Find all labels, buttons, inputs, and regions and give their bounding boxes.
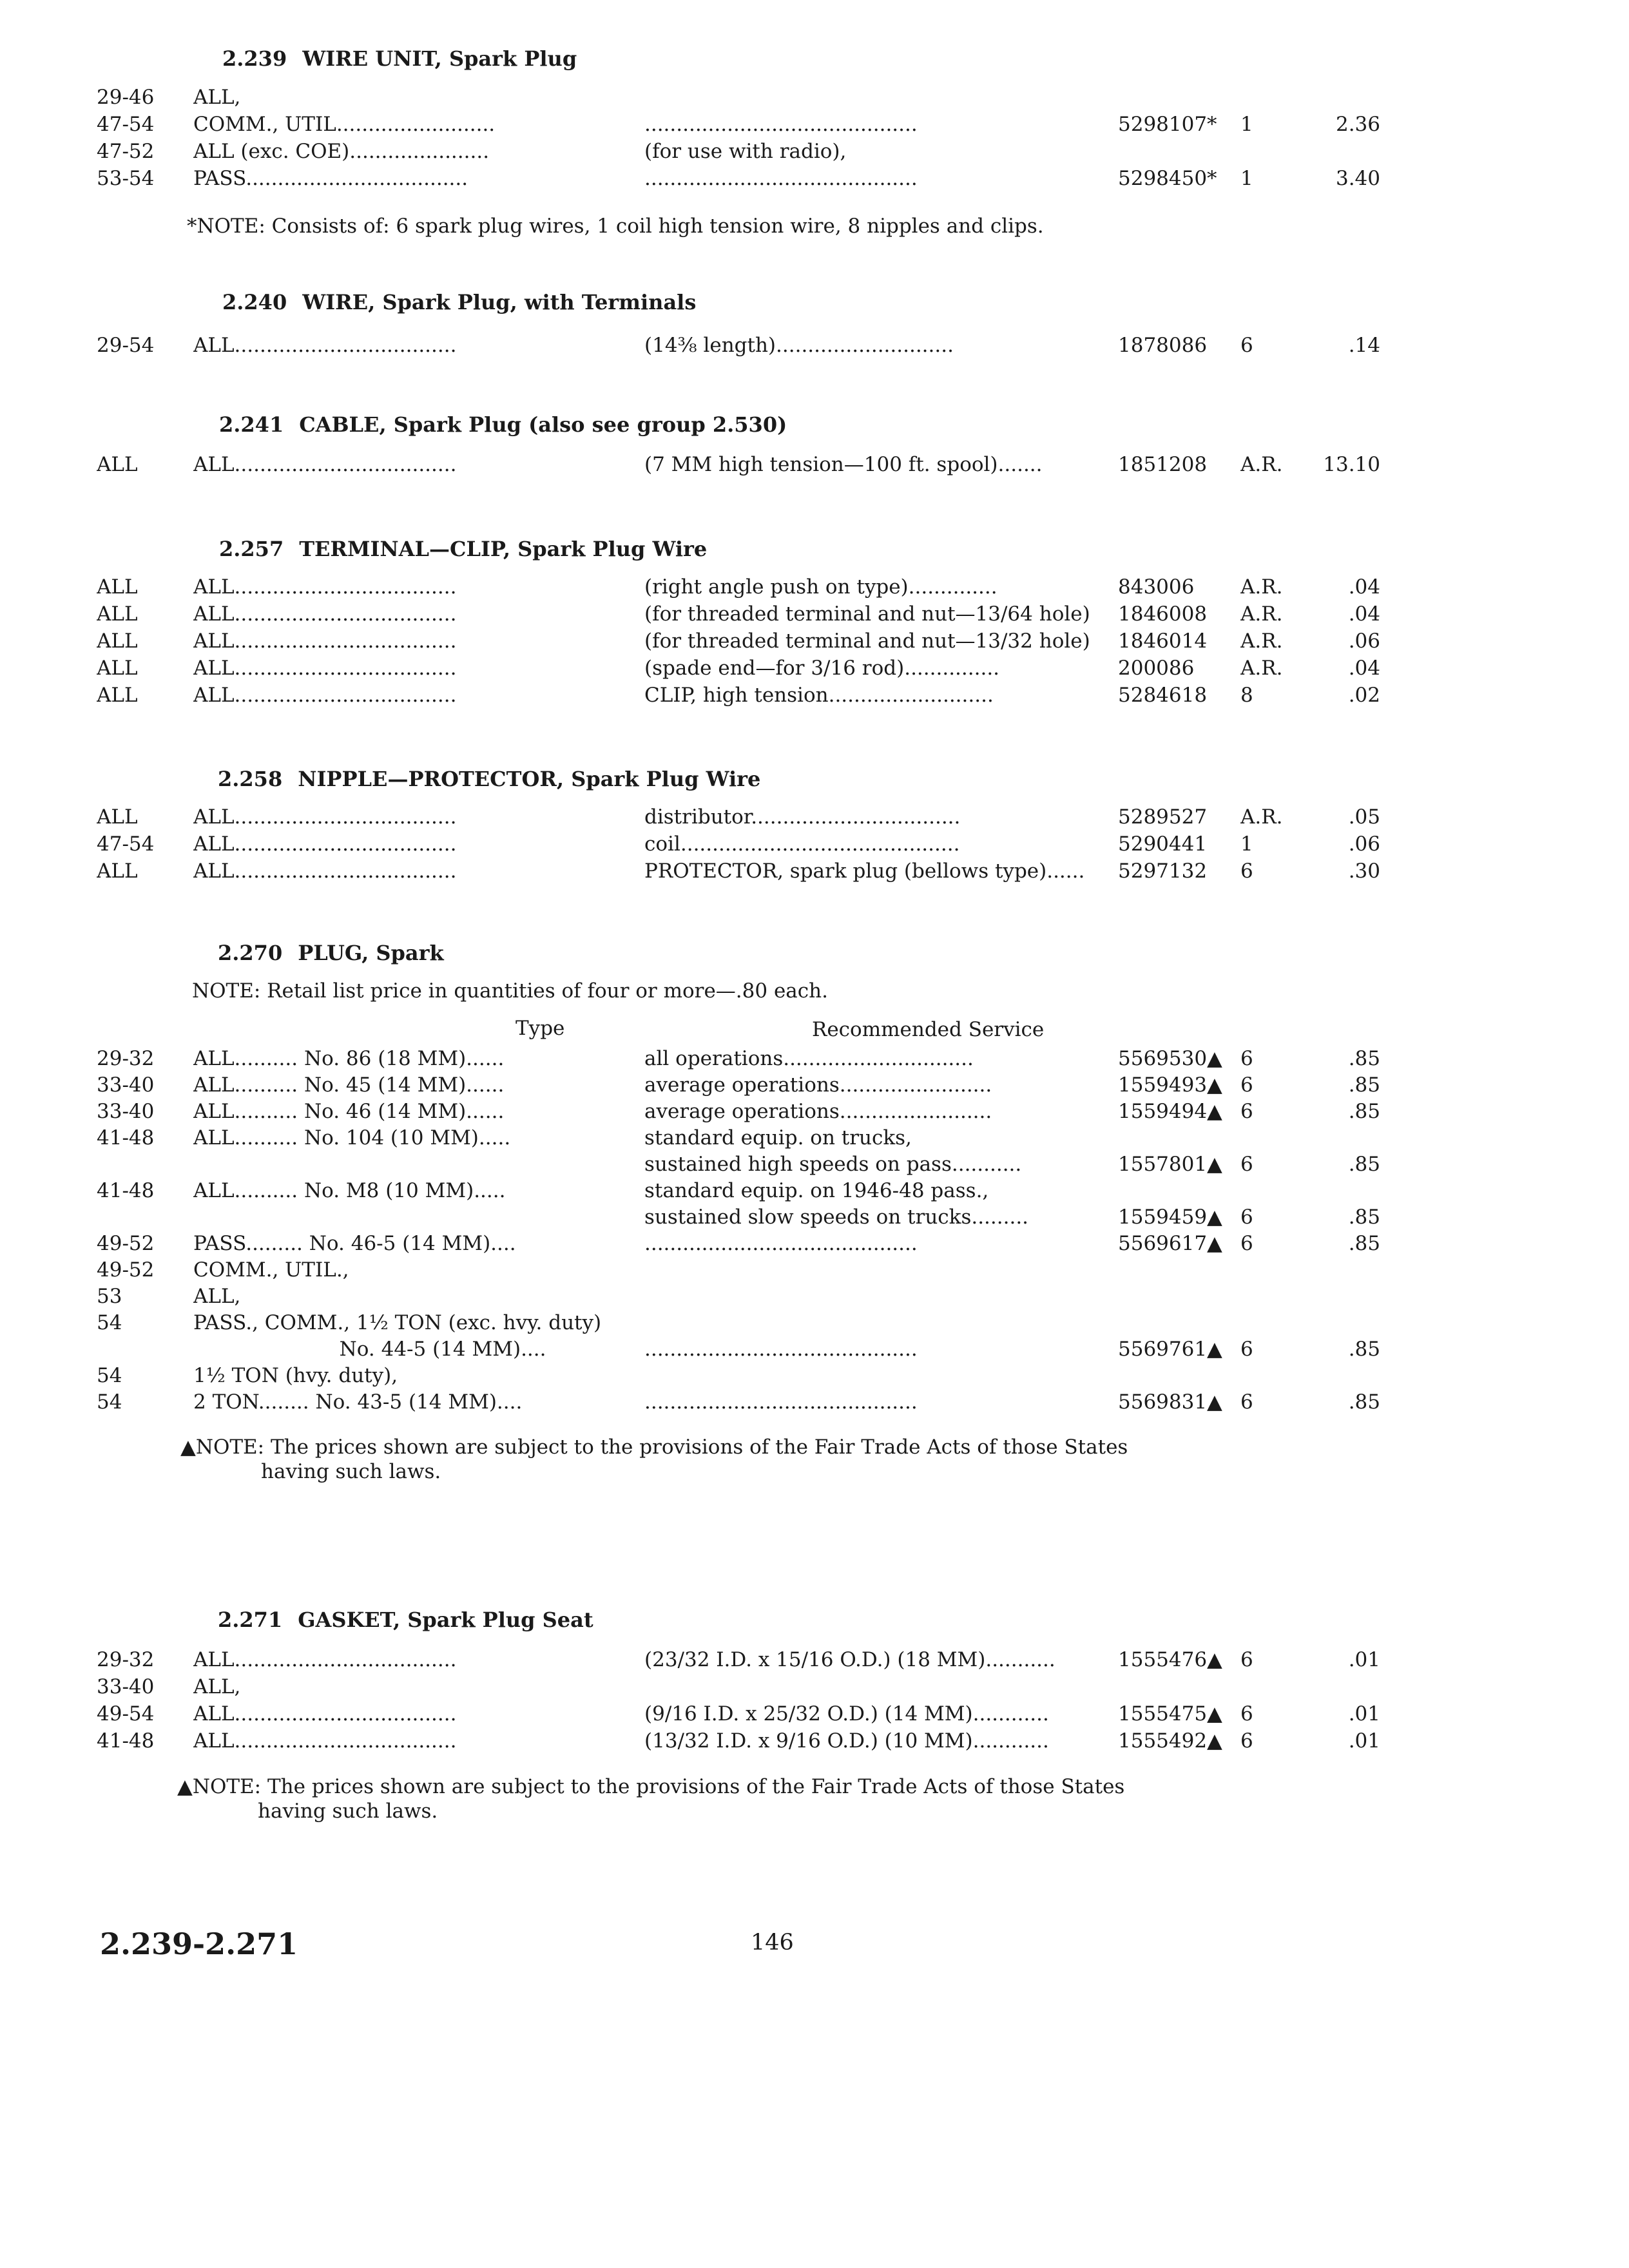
model-cell: ALL, <box>193 86 241 109</box>
description-cell: all operations.............................. <box>644 1047 974 1070</box>
section-heading <box>222 290 696 314</box>
quantity-cell: 6 <box>1240 1047 1253 1070</box>
price-cell: .85 <box>1348 1206 1380 1229</box>
year-cell: 29-32 <box>97 1648 155 1671</box>
parts-row <box>0 1729 1629 1756</box>
year-cell: 33-40 <box>97 1073 155 1097</box>
part-number-cell: 1555475▲ <box>1118 1702 1222 1725</box>
parts-row <box>0 860 1629 887</box>
description-cell: ........................................... <box>644 1338 918 1361</box>
section-title: CABLE, Spark Plug (also see group 2.530) <box>299 412 787 437</box>
parts-row <box>0 1126 1629 1153</box>
part-number-cell: 1846014 <box>1118 629 1208 653</box>
parts-row <box>0 575 1629 602</box>
model-cell: ALL, <box>193 1285 241 1308</box>
description-cell: (14⅜ length)............................ <box>644 334 954 357</box>
quantity-cell: 1 <box>1240 167 1253 190</box>
section-heading <box>222 46 577 71</box>
section-title: GASKET, Spark Plug Seat <box>298 1608 593 1632</box>
year-cell: 49-54 <box>97 1702 155 1725</box>
year-cell: ALL <box>97 684 138 707</box>
section-number: 2.257 <box>219 537 284 561</box>
year-cell: 33-40 <box>97 1100 155 1123</box>
parts-row <box>0 602 1629 629</box>
quantity-cell: 6 <box>1240 1702 1253 1725</box>
year-cell: 47-52 <box>97 140 155 163</box>
model-cell: ALL.......... No. 46 (14 MM)...... <box>193 1100 505 1123</box>
year-cell: 54 <box>97 1364 122 1387</box>
section-heading <box>218 767 760 791</box>
part-number-cell: 200086 <box>1118 657 1195 680</box>
quantity-cell: 6 <box>1240 1338 1253 1361</box>
price-cell: .02 <box>1348 684 1380 707</box>
quantity-cell: 6 <box>1240 1206 1253 1229</box>
section-number: 2.240 <box>222 290 287 314</box>
year-cell: 41-48 <box>97 1126 155 1149</box>
description-cell: (23/32 I.D. x 15/16 O.D.) (18 MM)........... <box>644 1648 1055 1671</box>
year-cell: ALL <box>97 575 138 599</box>
price-cell: .01 <box>1348 1702 1380 1725</box>
description-cell: sustained slow speeds on trucks......... <box>644 1206 1029 1229</box>
parts-row <box>0 1702 1629 1729</box>
model-cell: ALL.......... No. M8 (10 MM)..... <box>193 1179 506 1202</box>
quantity-cell: A.R. <box>1240 657 1283 680</box>
description-cell: (spade end—for 3/16 rod)............... <box>644 657 1000 680</box>
parts-row <box>0 140 1629 167</box>
model-cell: ALL.......... No. 86 (18 MM)...... <box>193 1047 505 1070</box>
part-number-cell: 5569831▲ <box>1118 1390 1222 1414</box>
year-cell: ALL <box>97 629 138 653</box>
section-number: 2.271 <box>218 1608 283 1632</box>
parts-row <box>0 86 1629 113</box>
model-cell: ALL................................... <box>193 657 457 680</box>
parts-row <box>0 1311 1629 1338</box>
part-number-cell: 1555476▲ <box>1118 1648 1222 1671</box>
group-range-footer: 2.239-2.271 <box>100 1927 298 1961</box>
section-number: 2.241 <box>219 412 284 437</box>
price-cell: .85 <box>1348 1232 1380 1255</box>
model-cell: ALL................................... <box>193 602 457 626</box>
part-number-cell: 843006 <box>1118 575 1195 599</box>
page-number: 146 <box>751 1930 794 1956</box>
quantity-cell: A.R. <box>1240 805 1283 829</box>
fair-trade-note-continued: having such laws. <box>261 1460 441 1483</box>
model-cell: ALL................................... <box>193 453 457 476</box>
description-cell: (for threaded terminal and nut—13/64 hole) <box>644 602 1090 626</box>
description-cell: ........................................... <box>644 113 918 136</box>
price-cell: .85 <box>1348 1153 1380 1176</box>
price-cell: .14 <box>1348 334 1380 357</box>
year-cell: 29-32 <box>97 1047 155 1070</box>
parts-row <box>0 657 1629 684</box>
quantity-cell: A.R. <box>1240 575 1283 599</box>
model-cell: PASS................................... <box>193 167 468 190</box>
quantity-cell: 6 <box>1240 1232 1253 1255</box>
price-cell: .30 <box>1348 860 1380 883</box>
price-cell: .04 <box>1348 657 1380 680</box>
model-cell: COMM., UTIL......................... <box>193 113 496 136</box>
model-cell: ALL................................... <box>193 1648 457 1671</box>
part-number-cell: 1878086 <box>1118 334 1208 357</box>
quantity-cell: 8 <box>1240 684 1253 707</box>
price-cell: 3.40 <box>1335 167 1380 190</box>
price-cell: 2.36 <box>1335 113 1380 136</box>
model-cell: ALL.......... No. 104 (10 MM)..... <box>193 1126 511 1149</box>
quantity-cell: A.R. <box>1240 629 1283 653</box>
year-cell: ALL <box>97 602 138 626</box>
part-number-cell: 1851208 <box>1118 453 1208 476</box>
parts-row <box>0 805 1629 832</box>
year-cell: ALL <box>97 805 138 829</box>
price-cell: .04 <box>1348 602 1380 626</box>
parts-row <box>0 334 1629 361</box>
quantity-cell: 6 <box>1240 1100 1253 1123</box>
description-cell: (for use with radio), <box>644 140 847 163</box>
price-cell: .06 <box>1348 629 1380 653</box>
section-number: 2.239 <box>222 46 287 71</box>
year-cell: ALL <box>97 453 138 476</box>
fair-trade-note: ▲NOTE: The prices shown are subject to the provisions of the Fair Trade Acts of those States <box>180 1436 1128 1459</box>
service-column-header: Recommended Service <box>812 1018 1045 1041</box>
section-heading <box>219 412 787 437</box>
part-number-cell: 1846008 <box>1118 602 1208 626</box>
quantity-cell: A.R. <box>1240 602 1283 626</box>
section-number: 2.270 <box>218 941 283 965</box>
parts-row <box>0 832 1629 860</box>
price-cell: .06 <box>1348 832 1380 856</box>
year-cell: 54 <box>97 1390 122 1414</box>
model-cell: 2 TON........ No. 43-5 (14 MM).... <box>193 1390 523 1414</box>
description-cell: ........................................... <box>644 167 918 190</box>
model-cell: ALL................................... <box>193 1702 457 1725</box>
model-cell: ALL................................... <box>193 334 457 357</box>
quantity-cell: 6 <box>1240 1390 1253 1414</box>
year-cell: 53 <box>97 1285 122 1308</box>
model-cell: ALL................................... <box>193 575 457 599</box>
year-cell: ALL <box>97 657 138 680</box>
section-title: NIPPLE—PROTECTOR, Spark Plug Wire <box>298 767 761 791</box>
model-cell: ALL................................... <box>193 629 457 653</box>
type-column-header: Type <box>516 1017 565 1040</box>
year-cell: 41-48 <box>97 1729 155 1753</box>
parts-row <box>0 1258 1629 1285</box>
year-cell: ALL <box>97 860 138 883</box>
section-title: TERMINAL—CLIP, Spark Plug Wire <box>299 537 708 561</box>
price-cell: .85 <box>1348 1338 1380 1361</box>
description-cell: ........................................... <box>644 1390 918 1414</box>
model-cell: ALL.......... No. 45 (14 MM)...... <box>193 1073 505 1097</box>
part-number-cell: 1557801▲ <box>1118 1153 1222 1176</box>
model-cell: ALL (exc. COE)...................... <box>193 140 490 163</box>
price-cell: .01 <box>1348 1729 1380 1753</box>
part-number-cell: 5298107* <box>1118 113 1217 136</box>
section-number: 2.258 <box>218 767 283 791</box>
part-number-cell: 5569530▲ <box>1118 1047 1222 1070</box>
model-cell: PASS., COMM., 1½ TON (exc. hvy. duty) <box>193 1311 602 1334</box>
year-cell: 54 <box>97 1311 122 1334</box>
year-cell: 33-40 <box>97 1675 155 1698</box>
fair-trade-note-continued: having such laws. <box>258 1800 438 1823</box>
part-number-cell: 5290441 <box>1118 832 1208 856</box>
description-cell: CLIP, high tension.......................... <box>644 684 994 707</box>
part-number-cell: 1559493▲ <box>1118 1073 1222 1097</box>
parts-row <box>0 1338 1629 1365</box>
quantity-cell: 6 <box>1240 1153 1253 1176</box>
part-number-cell: 5569761▲ <box>1118 1338 1222 1361</box>
price-cell: .05 <box>1348 805 1380 829</box>
year-cell: 41-48 <box>97 1179 155 1202</box>
model-cell: PASS......... No. 46-5 (14 MM).... <box>193 1232 516 1255</box>
parts-row <box>0 1364 1629 1391</box>
price-cell: .04 <box>1348 575 1380 599</box>
section-title: WIRE, Spark Plug, with Terminals <box>302 290 697 314</box>
price-cell: 13.10 <box>1323 453 1380 476</box>
section-note: *NOTE: Consists of: 6 spark plug wires, 1 coil high tension wire, 8 nipples and clips. <box>187 215 1044 238</box>
quantity-cell: A.R. <box>1240 453 1283 476</box>
description-cell: (13/32 I.D. x 9/16 O.D.) (10 MM)............ <box>644 1729 1049 1753</box>
description-cell: average operations........................ <box>644 1100 992 1123</box>
section-title: PLUG, Spark <box>298 941 444 965</box>
section-heading <box>218 1608 593 1632</box>
quantity-cell: 6 <box>1240 334 1253 357</box>
parts-row <box>0 1232 1629 1259</box>
description-cell: sustained high speeds on pass........... <box>644 1153 1022 1176</box>
model-cell: ALL................................... <box>193 832 457 856</box>
section-heading <box>219 537 707 561</box>
year-cell: 53-54 <box>97 167 155 190</box>
price-cell: .85 <box>1348 1100 1380 1123</box>
part-number-cell: 5569617▲ <box>1118 1232 1222 1255</box>
fair-trade-note: ▲NOTE: The prices shown are subject to the provisions of the Fair Trade Acts of those States <box>177 1775 1125 1798</box>
part-number-cell: 5284618 <box>1118 684 1208 707</box>
parts-row <box>0 1179 1629 1206</box>
part-number-cell: 5289527 <box>1118 805 1208 829</box>
part-number-cell: 1559494▲ <box>1118 1100 1222 1123</box>
price-cell: .85 <box>1348 1073 1380 1097</box>
parts-row <box>0 113 1629 140</box>
parts-row <box>0 453 1629 480</box>
part-number-cell: 5297132 <box>1118 860 1208 883</box>
parts-row <box>0 1153 1629 1180</box>
part-number-cell: 1559459▲ <box>1118 1206 1222 1229</box>
parts-row <box>0 1285 1629 1312</box>
parts-row <box>0 684 1629 711</box>
year-cell: 47-54 <box>97 832 155 856</box>
part-number-cell: 1555492▲ <box>1118 1729 1222 1753</box>
parts-row <box>0 629 1629 657</box>
model-cell: 1½ TON (hvy. duty), <box>193 1364 398 1387</box>
description-cell: (7 MM high tension—100 ft. spool)....... <box>644 453 1043 476</box>
model-cell: COMM., UTIL., <box>193 1258 349 1282</box>
quantity-cell: 1 <box>1240 113 1253 136</box>
section-heading <box>218 941 444 965</box>
description-cell: (9/16 I.D. x 25/32 O.D.) (14 MM)............ <box>644 1702 1049 1725</box>
quantity-cell: 6 <box>1240 1729 1253 1753</box>
parts-row <box>0 1047 1629 1074</box>
price-cell: .85 <box>1348 1390 1380 1414</box>
description-cell: ........................................... <box>644 1232 918 1255</box>
model-cell: No. 44-5 (14 MM).... <box>193 1338 546 1361</box>
description-cell: coil............................................ <box>644 832 960 856</box>
model-cell: ALL................................... <box>193 860 457 883</box>
description-cell: standard equip. on trucks, <box>644 1126 912 1149</box>
description-cell: PROTECTOR, spark plug (bellows type)...... <box>644 860 1085 883</box>
description-cell: average operations........................ <box>644 1073 992 1097</box>
part-number-cell: 5298450* <box>1118 167 1217 190</box>
model-cell: ALL................................... <box>193 1729 457 1753</box>
parts-row <box>0 1648 1629 1675</box>
quantity-cell: 6 <box>1240 1648 1253 1671</box>
section-pre-note: NOTE: Retail list price in quantities of four or more—.80 each. <box>192 979 828 1003</box>
year-cell: 47-54 <box>97 113 155 136</box>
model-cell: ALL................................... <box>193 684 457 707</box>
year-cell: 49-52 <box>97 1258 155 1282</box>
section-title: WIRE UNIT, Spark Plug <box>302 46 577 71</box>
quantity-cell: 1 <box>1240 832 1253 856</box>
description-cell: distributor................................. <box>644 805 961 829</box>
year-cell: 49-52 <box>97 1232 155 1255</box>
price-cell: .01 <box>1348 1648 1380 1671</box>
parts-row <box>0 1073 1629 1100</box>
parts-row <box>0 1675 1629 1702</box>
parts-row <box>0 1206 1629 1233</box>
parts-row <box>0 167 1629 194</box>
model-cell: ALL, <box>193 1675 241 1698</box>
quantity-cell: 6 <box>1240 1073 1253 1097</box>
price-cell: .85 <box>1348 1047 1380 1070</box>
year-cell: 29-54 <box>97 334 155 357</box>
model-cell: ALL................................... <box>193 805 457 829</box>
parts-row <box>0 1100 1629 1127</box>
description-cell: standard equip. on 1946-48 pass., <box>644 1179 989 1202</box>
description-cell: (for threaded terminal and nut—13/32 hole) <box>644 629 1090 653</box>
quantity-cell: 6 <box>1240 860 1253 883</box>
year-cell: 29-46 <box>97 86 155 109</box>
description-cell: (right angle push on type).............. <box>644 575 998 599</box>
parts-row <box>0 1390 1629 1418</box>
